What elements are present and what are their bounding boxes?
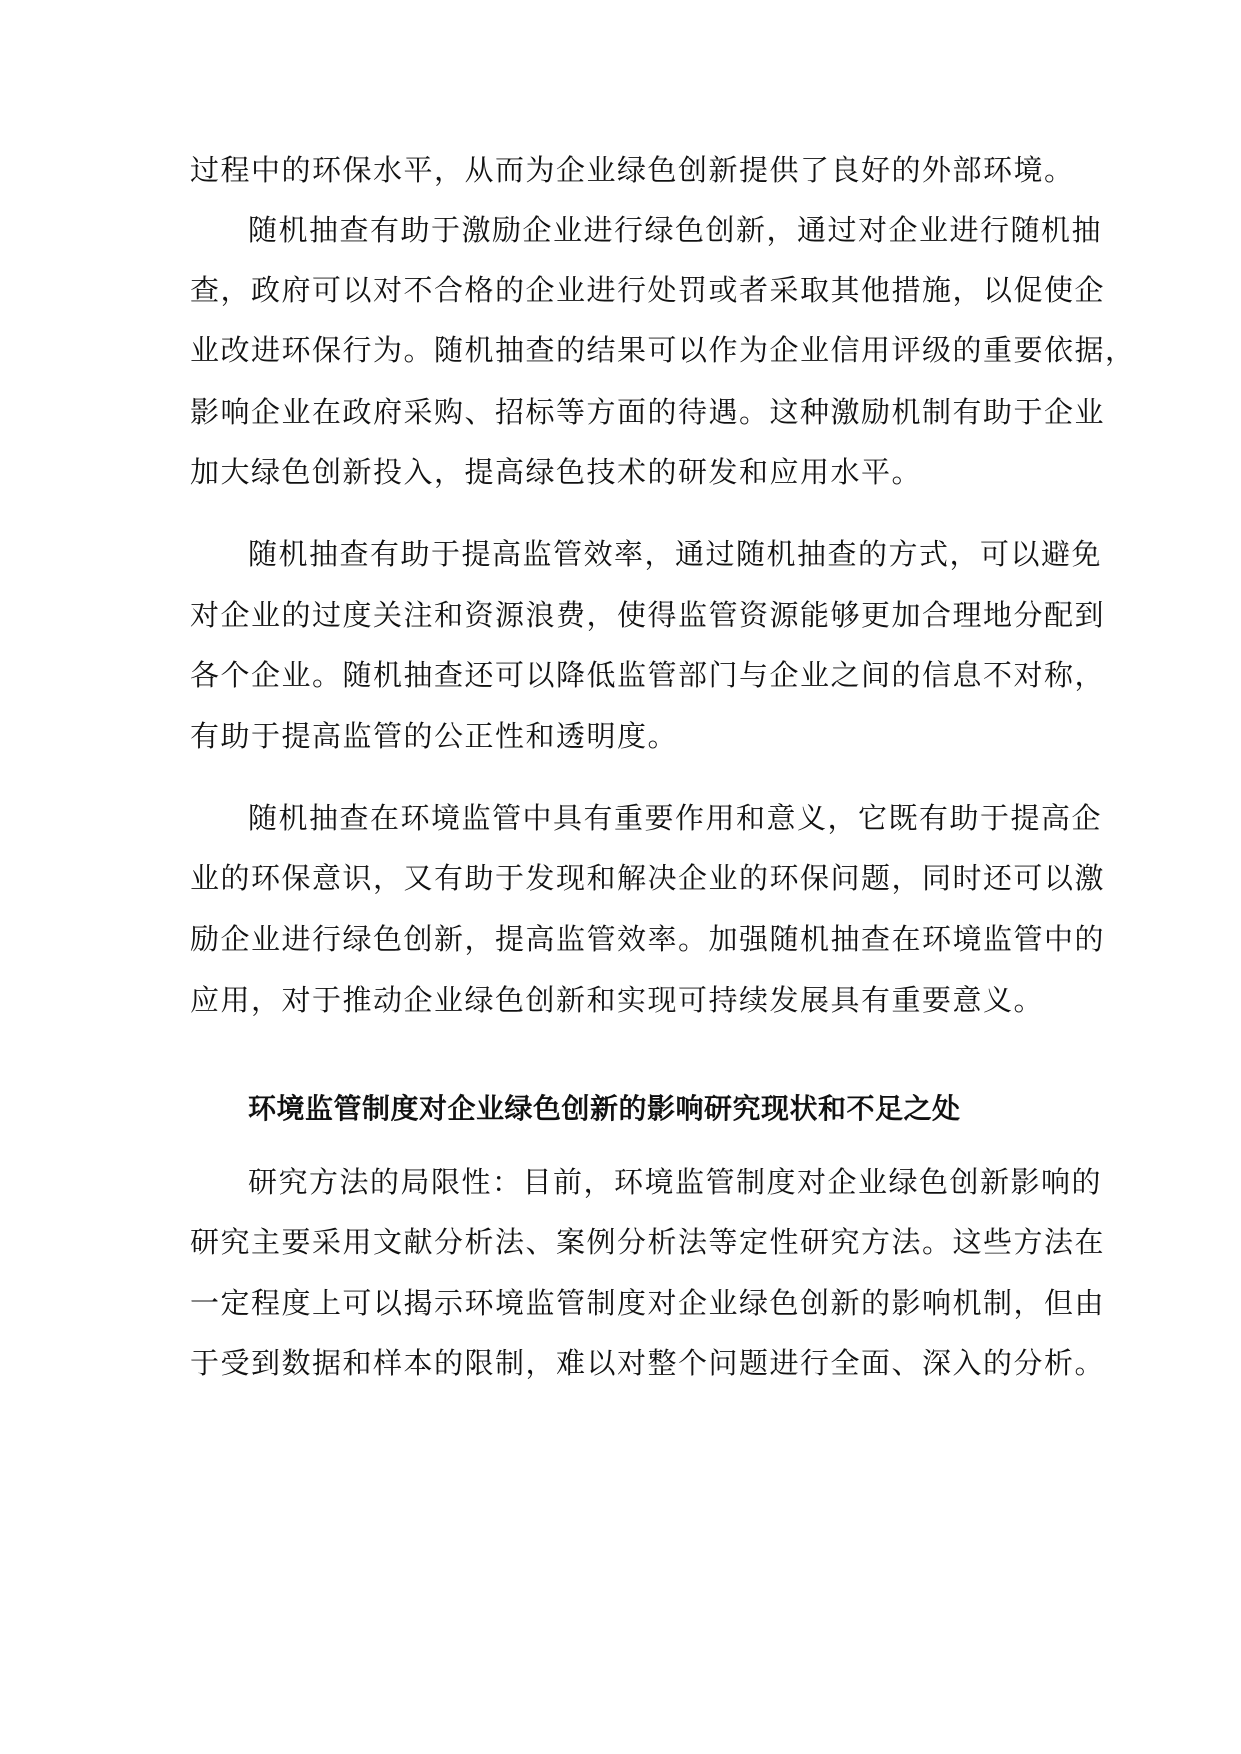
section-heading: 环境监管制度对企业绿色创新的影响研究现状和不足之处 — [248, 1092, 961, 1125]
text-line: 一定程度上可以揭示环境监管制度对企业绿色创新的影响机制，但由 — [190, 1286, 1106, 1320]
text-line: 有助于提高监管的公正性和透明度。 — [190, 719, 679, 753]
text-line: 业的环保意识，又有助于发现和解决企业的环保问题，同时还可以激 — [190, 861, 1106, 895]
text-line: 业改进环保行为。随机抽查的结果可以作为企业信用评级的重要依据， — [190, 333, 1136, 367]
paragraph-first-line: 研究方法的局限性：目前，环境监管制度对企业绿色创新影响的 — [248, 1165, 1103, 1199]
text-line: 研究主要采用文献分析法、案例分析法等定性研究方法。这些方法在 — [190, 1225, 1106, 1259]
text-line: 过程中的环保水平，从而为企业绿色创新提供了良好的外部环境。 — [190, 153, 1075, 187]
text-line: 影响企业在政府采购、招标等方面的待遇。这种激励机制有助于企业 — [190, 395, 1106, 429]
text-line: 于受到数据和样本的限制，难以对整个问题进行全面、深入的分析。 — [190, 1346, 1106, 1380]
text-line: 各个企业。随机抽查还可以降低监管部门与企业之间的信息不对称， — [190, 658, 1106, 692]
paragraph-first-line: 随机抽查有助于提高监管效率，通过随机抽查的方式，可以避免 — [248, 537, 1103, 571]
text-line: 应用，对于推动企业绿色创新和实现可持续发展具有重要意义。 — [190, 983, 1045, 1017]
paragraph-first-line: 随机抽查在环境监管中具有重要作用和意义，它既有助于提高企 — [248, 801, 1103, 835]
text-line: 加大绿色创新投入，提高绿色技术的研发和应用水平。 — [190, 455, 923, 489]
text-line: 对企业的过度关注和资源浪费，使得监管资源能够更加合理地分配到 — [190, 598, 1106, 632]
paragraph-first-line: 随机抽查有助于激励企业进行绿色创新，通过对企业进行随机抽 — [248, 213, 1103, 247]
text-line: 励企业进行绿色创新，提高监管效率。加强随机抽查在环境监管中的 — [190, 922, 1106, 956]
text-line: 查，政府可以对不合格的企业进行处罚或者采取其他措施，以促使企 — [190, 273, 1106, 307]
